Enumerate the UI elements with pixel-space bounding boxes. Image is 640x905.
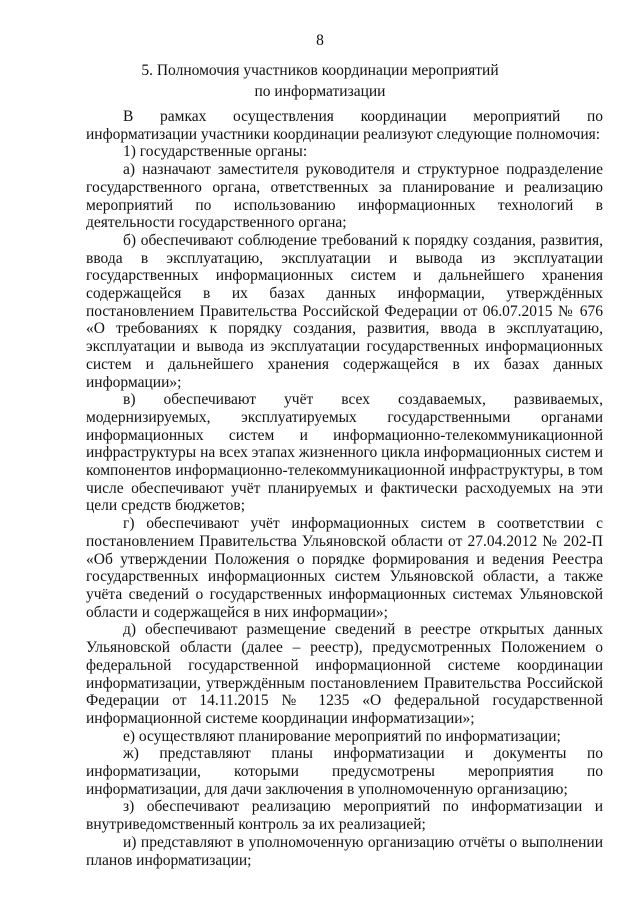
paragraph-item-a: а) назначают заместителя руководителя и структурное подразделение государственного органа, ответственных за планирование и реализацию мероприятий по использованию информационных технологий в деятельности государственного органа; <box>86 161 603 232</box>
paragraph-item-g: г) обеспечивают учёт информационных систем в соответствии с постановлением Правительства Ульяновской области от 27.04.2012 № 202-П «Об утверждении Положения о порядке формирования и ведения Реестра государственных информационных систем Ульяновской области, а также учёта сведений о государственных информационных системах Ульяновской области и содержащейся в них информации»; <box>86 515 603 621</box>
paragraph-item-d: д) обеспечивают размещение сведений в реестре открытых данных Ульяновской области (далее – реестр), предусмотренных Положением о федеральной государственной информационной системе координации информатизации, утверждённым постановлением Правительства Российской Федерации от 14.11.2015 № 1235 «О федеральной государственной информационной системе координации информатизации»; <box>86 621 603 727</box>
paragraph-item-v: в) обеспечивают учёт всех создаваемых, развиваемых, модернизируемых, эксплуатируемых государственными органами информационных систем и информационно-телекоммуникационной инфраструктуры на всех этапах жизненного цикла информационных систем и компонентов информационно-телекоммуникационной инфраструктуры, в том числе обеспечивают учёт планируемых и фактически расходуемых на эти цели средств бюджетов; <box>86 391 603 515</box>
paragraph-item-1: 1) государственные органы: <box>123 143 308 161</box>
page-number: 8 <box>316 32 324 49</box>
section-heading <box>0 60 640 102</box>
body-text <box>86 108 603 869</box>
paragraph-item-zh: ж) представляют планы информатизации и документы по информатизации, которыми предусмотрены мероприятия по информатизации, для дачи заключения в уполномоченную организацию; <box>86 745 603 798</box>
section-heading-line-2: по информатизации <box>254 83 386 100</box>
paragraph-item-b: б) обеспечивают соблюдение требований к порядку создания, развития, ввода в эксплуатацию, эксплуатации и вывода из эксплуатации государственных информационных систем и дальнейшего хранения содержащейся в их базах данных информации, утверждённых постановлением Правительства Российской Федерации от 06.07.2015 № 676 «О требованиях к порядку создания, развития, ввода в эксплуатацию, эксплуатации и вывода из эксплуатации государственных информационных систем и дальнейшего хранения содержащейся в их базах данных информации»; <box>86 231 603 391</box>
paragraph-intro: В рамках осуществления координации мероприятий по информатизации участники координации реализуют следующие полномочия: <box>86 108 603 143</box>
section-heading-line-1: 5. Полномочия участников координации мероприятий <box>141 62 499 79</box>
paragraph-item-e: е) осуществляют планирование мероприятий по информатизации; <box>123 727 561 745</box>
paragraph-item-i: и) представляют в уполномоченную организацию отчёты о выполнении планов информатизации; <box>86 833 603 869</box>
paragraph-item-z: з) обеспечивают реализацию мероприятий по информатизации и внутриведомственный контроль за их реализацией; <box>86 798 603 834</box>
